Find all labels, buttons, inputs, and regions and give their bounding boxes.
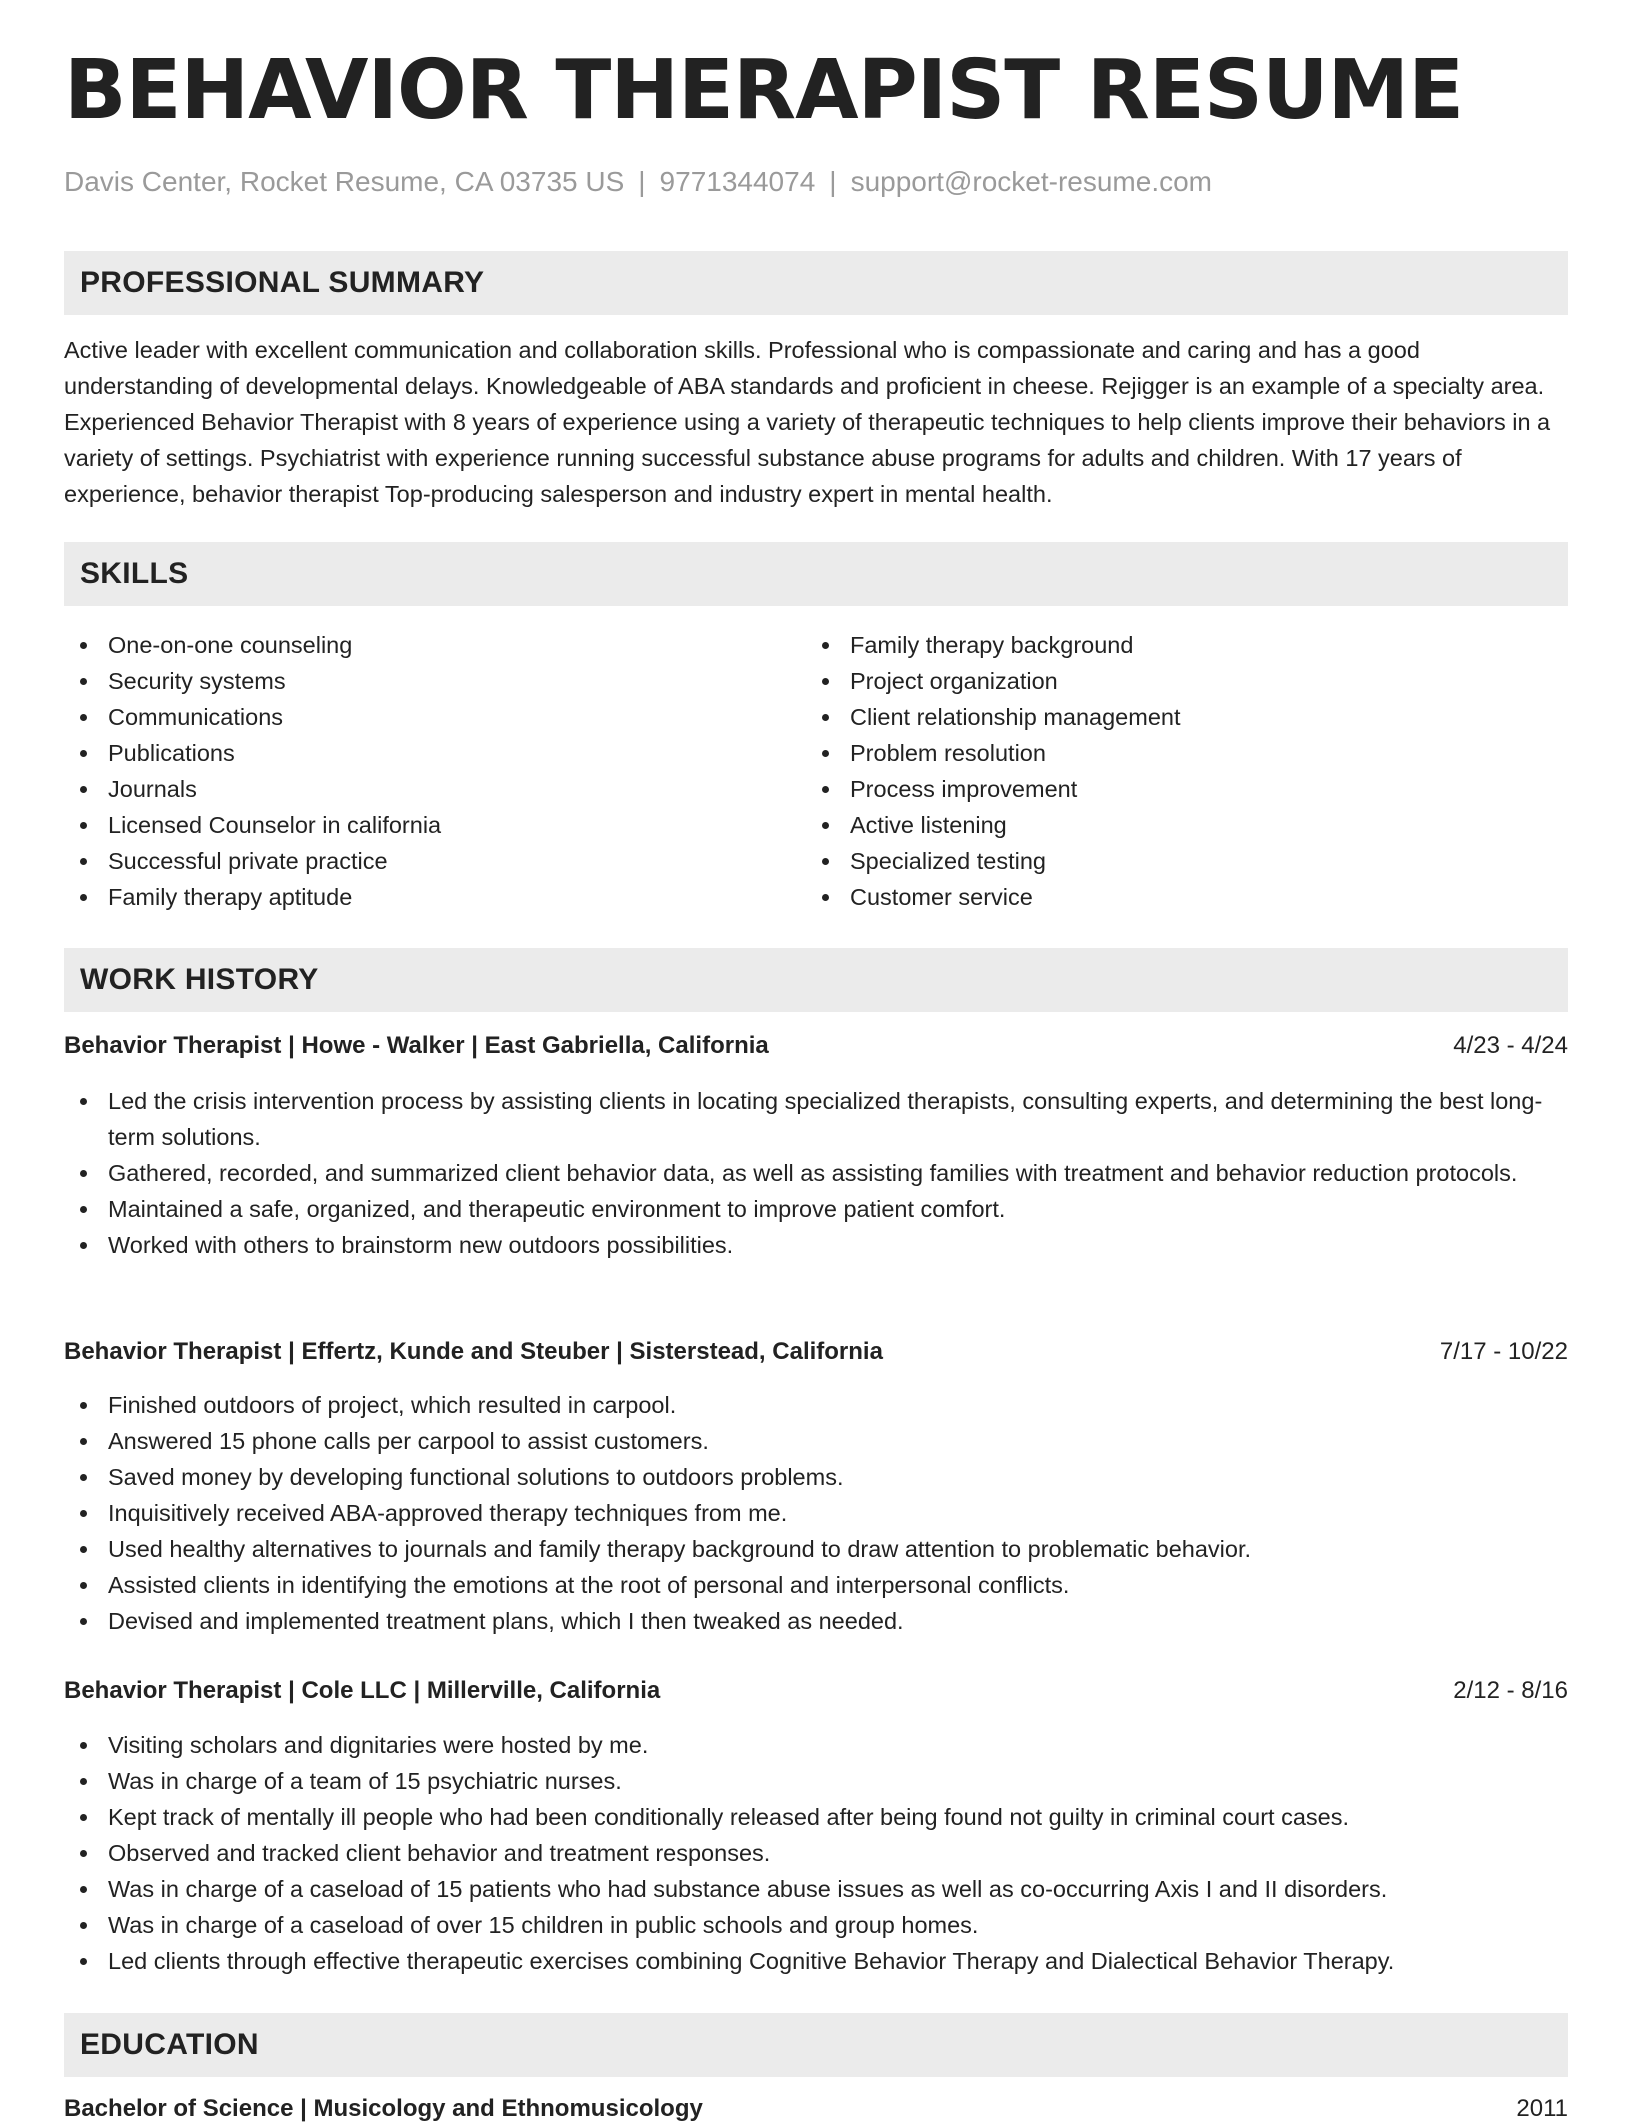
- job-bullet: Was in charge of a team of 15 psychiatric nurses.: [64, 1763, 1568, 1799]
- skill-item: Project organization: [806, 663, 1506, 699]
- job-bullet: Was in charge of a caseload of over 15 children in public schools and group homes.: [64, 1907, 1568, 1943]
- section-heading-label: EDUCATION: [80, 2028, 259, 2061]
- job-bullet: Visiting scholars and dignitaries were hosted by me.: [64, 1727, 1568, 1763]
- job-bullet: Worked with others to brainstorm new outdoors possibilities.: [64, 1227, 1568, 1263]
- skill-item: Family therapy aptitude: [64, 879, 764, 915]
- skill-item: One-on-one counseling: [64, 627, 764, 663]
- job-bullet: Maintained a safe, organized, and therapeutic environment to improve patient comfort.: [64, 1191, 1568, 1227]
- skill-item: Publications: [64, 735, 764, 771]
- skills-list-right: [806, 627, 1506, 915]
- education-year: 2011: [1516, 2095, 1568, 2122]
- section-heading-summary: [64, 251, 1568, 315]
- job-bullet-list: [64, 1727, 1568, 1979]
- skill-item: Active listening: [806, 807, 1506, 843]
- skill-item: Customer service: [806, 879, 1506, 915]
- section-heading-education: [64, 2013, 1568, 2077]
- skill-item: Problem resolution: [806, 735, 1506, 771]
- section-heading-label: SKILLS: [80, 557, 189, 590]
- job-bullet: Gathered, recorded, and summarized client behavior data, as well as assisting families with treatment and behavior reduction protocols.: [64, 1155, 1568, 1191]
- skill-item: Successful private practice: [64, 843, 764, 879]
- summary-text: Active leader with excellent communication and collaboration skills. Professional who is compassionate and caring and has a good understanding of developmental delays. Knowledgeable of ABA standards and proficient in cheese. Rejigger is an example of a specialty area. Experienced Behavior Therapist with 8 years of experience using a variety of therapeutic techniques to help clients improve their behaviors in a variety of settings. Psychiatrist with experience running successful substance abuse programs for adults and children. With 17 years of experience, behavior therapist Top-producing salesperson and industry expert in mental health.: [64, 337, 1551, 507]
- job-bullet: Kept track of mentally ill people who had been conditionally released after being found not guilty in criminal court cases.: [64, 1799, 1568, 1835]
- job-bullet: Assisted clients in identifying the emotions at the root of personal and interpersonal conflicts.: [64, 1567, 1568, 1603]
- job-title: Behavior Therapist | Cole LLC | Millerville, California: [64, 1677, 661, 1704]
- contact-separator: |: [829, 166, 837, 197]
- contact-line: [64, 166, 1212, 198]
- section-heading-work: [64, 948, 1568, 1012]
- job-dates: 4/23 - 4/24: [1453, 1032, 1568, 1059]
- skill-item: Licensed Counselor in california: [64, 807, 764, 843]
- section-heading-skills: [64, 542, 1568, 606]
- skill-item: Family therapy background: [806, 627, 1506, 663]
- skill-item: Process improvement: [806, 771, 1506, 807]
- job-bullet: Used healthy alternatives to journals and family therapy background to draw attention to problematic behavior.: [64, 1531, 1568, 1567]
- job-bullet: Devised and implemented treatment plans, which I then tweaked as needed.: [64, 1603, 1568, 1639]
- skills-list-left: [64, 627, 764, 915]
- job-bullet: Inquisitively received ABA-approved therapy techniques from me.: [64, 1495, 1568, 1531]
- skill-item: Communications: [64, 699, 764, 735]
- contact-separator: |: [638, 166, 646, 197]
- job-bullet: Was in charge of a caseload of 15 patients who had substance abuse issues as well as co-occurring Axis I and II disorders.: [64, 1871, 1568, 1907]
- job-bullet: Finished outdoors of project, which resulted in carpool.: [64, 1387, 1568, 1423]
- education-degree: Bachelor of Science | Musicology and Ethnomusicology: [64, 2095, 703, 2122]
- job-bullet-list: [64, 1387, 1568, 1639]
- job-bullet: Led the crisis intervention process by assisting clients in locating specialized therapists, consulting experts, and determining the best long-term solutions.: [64, 1083, 1568, 1155]
- resume-title: BEHAVIOR THERAPIST RESUME: [64, 43, 1464, 138]
- job-bullet: Saved money by developing functional solutions to outdoors problems.: [64, 1459, 1568, 1495]
- section-heading-label: WORK HISTORY: [80, 963, 319, 996]
- skill-item: Security systems: [64, 663, 764, 699]
- contact-email: support@rocket-resume.com: [850, 166, 1212, 197]
- job-title: Behavior Therapist | Effertz, Kunde and Steuber | Sisterstead, California: [64, 1338, 883, 1365]
- job-dates: 2/12 - 8/16: [1453, 1677, 1568, 1704]
- skill-item: Client relationship management: [806, 699, 1506, 735]
- contact-address: Davis Center, Rocket Resume, CA 03735 US: [64, 166, 625, 197]
- job-dates: 7/17 - 10/22: [1439, 1338, 1568, 1365]
- job-title: Behavior Therapist | Howe - Walker | East Gabriella, California: [64, 1032, 769, 1059]
- section-heading-label: PROFESSIONAL SUMMARY: [80, 266, 485, 299]
- contact-phone: 9771344074: [659, 166, 816, 197]
- skill-item: Specialized testing: [806, 843, 1506, 879]
- job-bullet: Answered 15 phone calls per carpool to assist customers.: [64, 1423, 1568, 1459]
- job-bullet-list: [64, 1083, 1568, 1263]
- job-bullet: Led clients through effective therapeutic exercises combining Cognitive Behavior Therapy and Dialectical Behavior Therapy.: [64, 1943, 1568, 1979]
- job-bullet: Observed and tracked client behavior and treatment responses.: [64, 1835, 1568, 1871]
- skill-item: Journals: [64, 771, 764, 807]
